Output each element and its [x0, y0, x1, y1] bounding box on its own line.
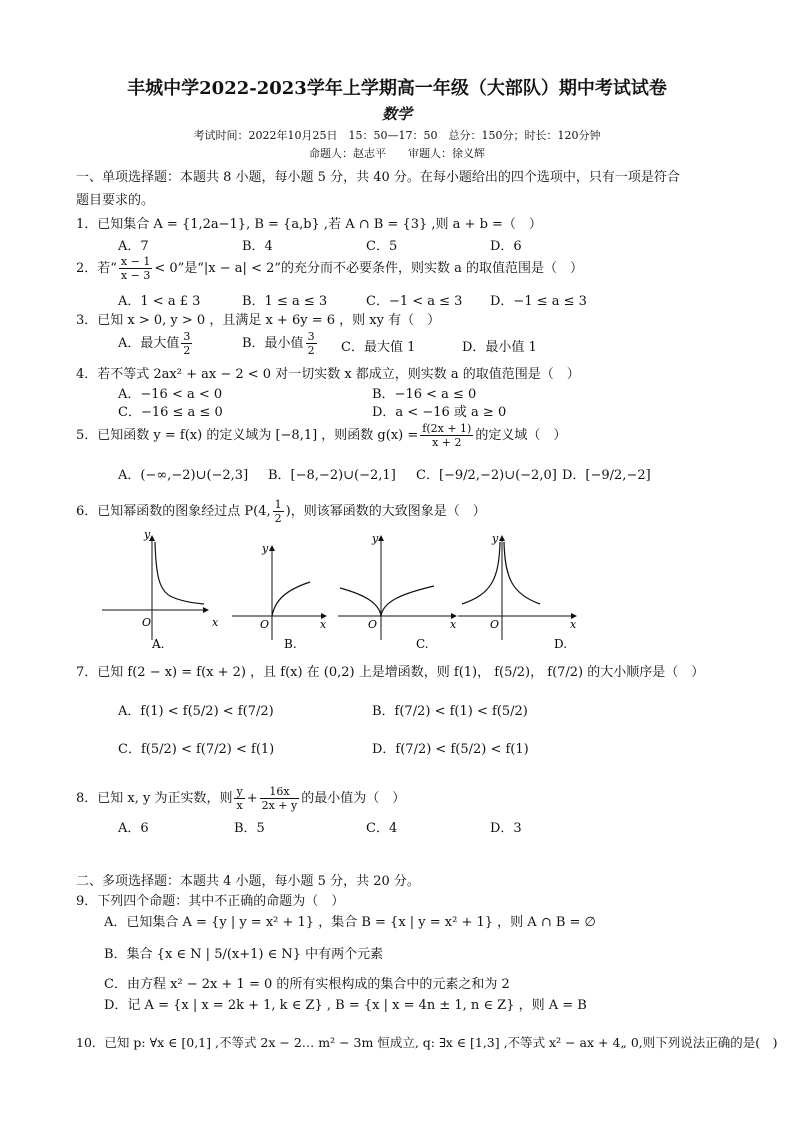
- q8-fraction-2: [260, 785, 300, 812]
- q5-stem-post: 的定义域（ ）: [475, 428, 567, 443]
- graph-d-label: D.: [554, 637, 568, 651]
- q7-option-a: A．f(1) < f(5/2) < f(7/2): [118, 704, 274, 719]
- graph-a-origin: O: [142, 616, 152, 629]
- q7-option-c: C．f(5/2) < f(7/2) < f(1): [118, 742, 275, 757]
- q8-option-d: D．3: [490, 821, 522, 836]
- q5-stem: [76, 422, 566, 449]
- subject-title: 数学: [381, 105, 412, 123]
- graph-d-origin: O: [490, 618, 500, 631]
- q5-frac-num: f(2x + 1): [422, 422, 472, 435]
- q8-plus: +: [246, 791, 258, 806]
- q3-option-a-text: A．最大值: [118, 336, 180, 351]
- q1-option-a: A．7: [118, 239, 149, 254]
- graph-a-label: A.: [152, 637, 165, 651]
- q3-option-a: [118, 330, 194, 357]
- q1-stem: 1．已知集合 A = {1,2a−1}, B = {a,b} ,若 A ∩ B = {3} ,则 a + b =（ ）: [76, 217, 542, 232]
- q4-option-a: A．−16 < a < 0: [118, 387, 223, 402]
- q6-stem: [76, 498, 486, 525]
- graph-b-curve: [272, 582, 310, 616]
- q2-stem-post: < 0”是“|x − a| < 2”的充分而不必要条件，则实数 a 的取值范围是（ ）: [154, 261, 584, 276]
- q3-b-den: 2: [307, 344, 315, 357]
- graph-b: [232, 542, 327, 651]
- q5-option-c: C．[−9/2,−2)∪(−2,0]: [416, 468, 557, 483]
- q8-option-b: B．5: [234, 821, 265, 836]
- graph-c-y-label: y: [372, 532, 379, 545]
- q2-frac-den: x − 3: [120, 269, 151, 282]
- q9-stem: 9．下列四个命题：其中不正确的命题为（ ）: [76, 894, 345, 909]
- graph-a-x-label: x: [212, 616, 219, 629]
- q3-option-b: [242, 330, 319, 357]
- q2-fraction: [119, 255, 152, 282]
- q5-option-a: A．(−∞,−2)∪(−2,3]: [118, 468, 249, 483]
- graph-b-origin: O: [260, 618, 270, 631]
- q2-stem-pre: 2．若“: [76, 261, 117, 276]
- q3-option-d: D．最小值 1: [462, 340, 537, 355]
- q8-option-c: C．4: [366, 821, 398, 836]
- q5-option-d: D．[−9/2,−2]: [562, 468, 651, 483]
- q5-fraction: [420, 422, 473, 449]
- q9-option-b: B．集合 {x ∈ N | 5/(x+1) ∈ N} 中有两个元素: [104, 947, 384, 962]
- q3-a-num: 3: [183, 330, 191, 343]
- exam-info: 考试时间：2022年10月25日 15：50—17：50 总分：150分；时长：120分钟: [193, 129, 601, 142]
- q8-stem: [76, 785, 405, 812]
- graph-b-y-label: y: [262, 542, 269, 555]
- q3-option-b-frac: [306, 330, 317, 357]
- q8-frac2-den: 2x + y: [261, 799, 298, 812]
- q3-option-c: C．最大值 1: [341, 340, 416, 355]
- graph-c: [338, 532, 457, 651]
- q8-frac2-num: 16x: [260, 785, 300, 799]
- q5-frac-den: x + 2: [432, 436, 462, 449]
- q1-option-d: D．6: [490, 239, 522, 254]
- q2-option-d: D．−1 ≤ a ≤ 3: [490, 294, 587, 309]
- q3-option-a-frac: [181, 330, 192, 357]
- q2-option-a: A．1 < a £ 3: [118, 294, 201, 309]
- q7-stem: 7．已知 f(2 − x) = f(x + 2) ，且 f(x) 在 (0,2) 上是增函数，则 f(1)， f(5/2)， f(7/2) 的大小顺序是（ ）: [76, 665, 705, 680]
- q9-option-a: A．已知集合 A = {y | y = x² + 1} ，集合 B = {x | y = x² + 1} ，则 A ∩ B = ∅: [104, 915, 596, 930]
- q10-stem: 10．已知 p: ∀x ∈ [0,1] ,不等式 2x − 2… m² − 3m 恒成立, q: ∃x ∈ [1,3] ,不等式 x² − ax + 4„ 0,则下列说法正确的是( ): [76, 1035, 778, 1050]
- graph-c-origin: O: [368, 618, 378, 631]
- q6-frac-num: 1: [274, 498, 282, 511]
- q8-stem-post: 的最小值为（ ）: [301, 791, 406, 806]
- graph-a-y-label: y: [144, 528, 151, 541]
- section1-heading: 一、单项选择题：本题共 8 小题，每小题 5 分，共 40 分。在每小题给出的四个选项中，只有一项是符合: [76, 170, 680, 185]
- graph-c-x-label: x: [450, 618, 457, 631]
- q6-stem-pre: 6．已知幂函数的图象经过点 P(4,: [76, 504, 271, 519]
- graph-a: [102, 528, 219, 651]
- graph-d-curve: [462, 542, 540, 604]
- q3-option-b-text: B．最小值: [242, 336, 304, 351]
- section1-heading-cont: 题目要求的。: [76, 193, 155, 208]
- q4-option-d: D．a < −16 或 a ≥ 0: [372, 405, 507, 420]
- q2-option-c: C．−1 < a ≤ 3: [366, 294, 463, 309]
- q3-stem: 3．已知 x > 0, y > 0 ，且满足 x + 6y = 6 ，则 xy 有（ ）: [76, 313, 441, 328]
- q3-a-den: 2: [183, 344, 191, 357]
- q2-frac-num: x − 1: [120, 255, 151, 268]
- q3-b-num: 3: [307, 330, 315, 343]
- q9-option-d: D．记 A = {x | x = 2k + 1, k ∈ Z} , B = {x | x = 4n ± 1, n ∈ Z} ，则 A = B: [104, 998, 587, 1013]
- q7-option-d: D．f(7/2) < f(5/2) < f(1): [372, 742, 529, 757]
- q6-frac-den: 2: [274, 512, 282, 525]
- q8-stem-pre: 8．已知 x, y 为正实数，则: [76, 791, 233, 806]
- graph-a-curve: [155, 542, 204, 604]
- q5-option-b: B．[−8,−2)∪(−2,1]: [268, 468, 396, 483]
- graph-c-curve: [340, 586, 434, 616]
- q6-stem-post: )，则该幂函数的大致图象是（ ）: [285, 504, 486, 519]
- q4-option-c: C．−16 ≤ a ≤ 0: [118, 405, 223, 420]
- q8-option-a: A．6: [118, 821, 149, 836]
- q7-option-b: B．f(7/2) < f(1) < f(5/2): [372, 704, 528, 719]
- graph-b-label: B.: [284, 637, 297, 651]
- graph-d-y-label: y: [492, 532, 499, 545]
- q4-option-b: B．−16 < a ≤ 0: [372, 387, 477, 402]
- q6-graphs: [100, 528, 700, 652]
- section2-heading: 二、多项选择题：本题共 4 小题，每小题 5 分，共 20 分。: [76, 874, 420, 889]
- q8-fraction-1: [234, 785, 244, 812]
- q1-option-b: B．4: [242, 239, 273, 254]
- graph-d-x-label: x: [570, 618, 577, 631]
- q2-option-b: B．1 ≤ a ≤ 3: [242, 294, 328, 309]
- q8-frac1-num: y: [236, 785, 243, 798]
- q8-frac1-den: x: [236, 799, 243, 812]
- graph-d: [458, 532, 577, 651]
- q6-fraction: [273, 498, 284, 525]
- q9-option-c: C．由方程 x² − 2x + 1 = 0 的所有实根构成的集合中的元素之和为 2: [104, 977, 510, 992]
- exam-title: 丰城中学2022-2023学年上学期高一年级（大部队）期中考试试卷: [127, 78, 667, 99]
- graph-c-label: C.: [416, 637, 429, 651]
- exam-authors: 命题人：赵志平 审题人：徐义辉: [309, 147, 485, 160]
- q2-stem: [76, 255, 583, 282]
- q5-stem-pre: 5．已知函数 y = f(x) 的定义域为 [−8,1] ，则函数 g(x) =: [76, 428, 419, 443]
- q4-stem: 4．若不等式 2ax² + ax − 2 < 0 对一切实数 x 都成立，则实数 a 的取值范围是（ ）: [76, 367, 580, 382]
- graph-b-x-label: x: [320, 618, 327, 631]
- q1-option-c: C．5: [366, 239, 398, 254]
